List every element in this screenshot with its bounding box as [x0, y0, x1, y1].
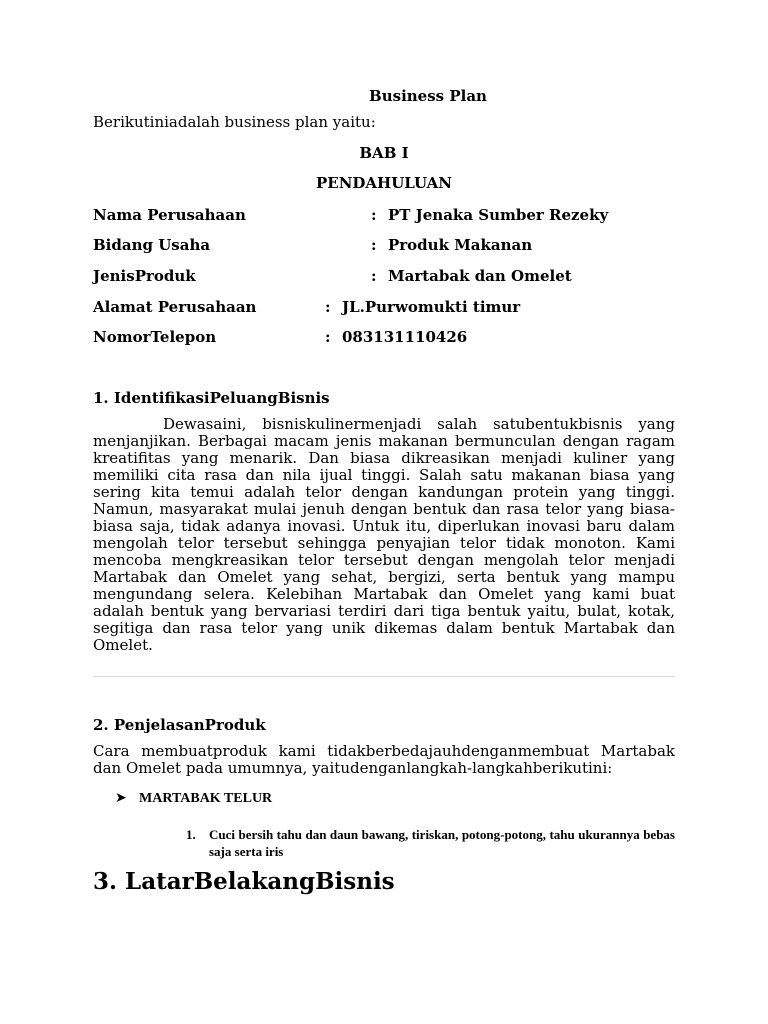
chapter-title: PENDAHULUAN — [315, 174, 453, 192]
arrow-bullet-icon: ➤ — [115, 790, 127, 806]
intro-text: Berikutiniadalah business plan yaitu: — [93, 113, 376, 131]
info-label-business-field: Bidang Usaha — [93, 236, 211, 254]
info-value-company-name: PT Jenaka Sumber Rezeky — [388, 206, 609, 224]
bullet-label: MARTABAK TELUR — [139, 791, 273, 806]
section3-heading: 3. LatarBelakangBisnis — [93, 868, 395, 895]
info-label-company-address: Alamat Perusahaan — [93, 298, 257, 316]
info-label-product-type: JenisProduk — [93, 267, 196, 285]
info-separator: : — [325, 298, 331, 316]
step-text: Cuci bersih tahu dan daun bawang, tiriskan, potong-potong, tahu ukurannya bebas saja serta iris — [209, 827, 675, 859]
step-number: 1. — [186, 827, 196, 842]
info-value-phone: 083131110426 — [342, 328, 468, 346]
info-separator: : — [371, 267, 377, 285]
info-label-phone: NomorTelepon — [93, 328, 217, 346]
info-value-product-type: Martabak dan Omelet — [388, 267, 572, 285]
section2-paragraph: Cara membuatproduk kami tidakberbedajauhdenganmembuat Martabak dan Omelet pada umumnya, yaitudenganlangkah-langkahberikutini: — [93, 742, 675, 777]
section1-heading: 1. IdentifikasiPeluangBisnis — [93, 389, 330, 407]
info-separator: : — [371, 236, 377, 254]
horizontal-divider — [93, 676, 675, 677]
section1-paragraph-text: Dewasaini, bisniskulinermenjadi salah satubentukbisnis yang menjanjikan. Berbagai macam jenis makanan bermunculan dengan ragam kreatifitas yang menarik. Dan biasa dikreasikan menjadi kuliner yang memiliki cita rasa dan nila ijual tinggi. Salah satu makanan biasa yang sering kita temui adalah telor dengan kandungan protein yang tinggi. Namun, masyarakat mulai jenuh dengan bentuk dan rasa telor yang biasa-biasa saja, tidak adanya inovasi. Untuk itu, diperlukan inovasi baru dalam mengolah telor tersebut sehingga penyajian telor tidak monoton. Kami mencoba mengkreasikan telor tersebut dengan mengolah telor menjadi Martabak dan Omelet yang sehat, bergizi, serta bentuk yang mampu mengundang selera. Kelebihan Martabak dan Omelet yang kami buat adalah bentuk yang bervariasi terdiri dari tiga bentuk yaitu, bulat, kotak, segitiga dan rasa telor yang unik dikemas dalam bentuk Martabak dan Omelet. — [93, 415, 675, 654]
section2-heading: 2. PenjelasanProduk — [93, 716, 266, 734]
info-value-business-field: Produk Makanan — [388, 236, 533, 254]
chapter-number: BAB I — [359, 144, 409, 162]
info-label-company-name: Nama Perusahaan — [93, 206, 246, 224]
section1-paragraph — [93, 416, 675, 654]
info-separator: : — [371, 206, 377, 224]
info-value-company-address: JL.Purwomukti timur — [342, 298, 521, 316]
info-separator: : — [325, 328, 331, 346]
document-title: Business Plan — [369, 87, 487, 105]
